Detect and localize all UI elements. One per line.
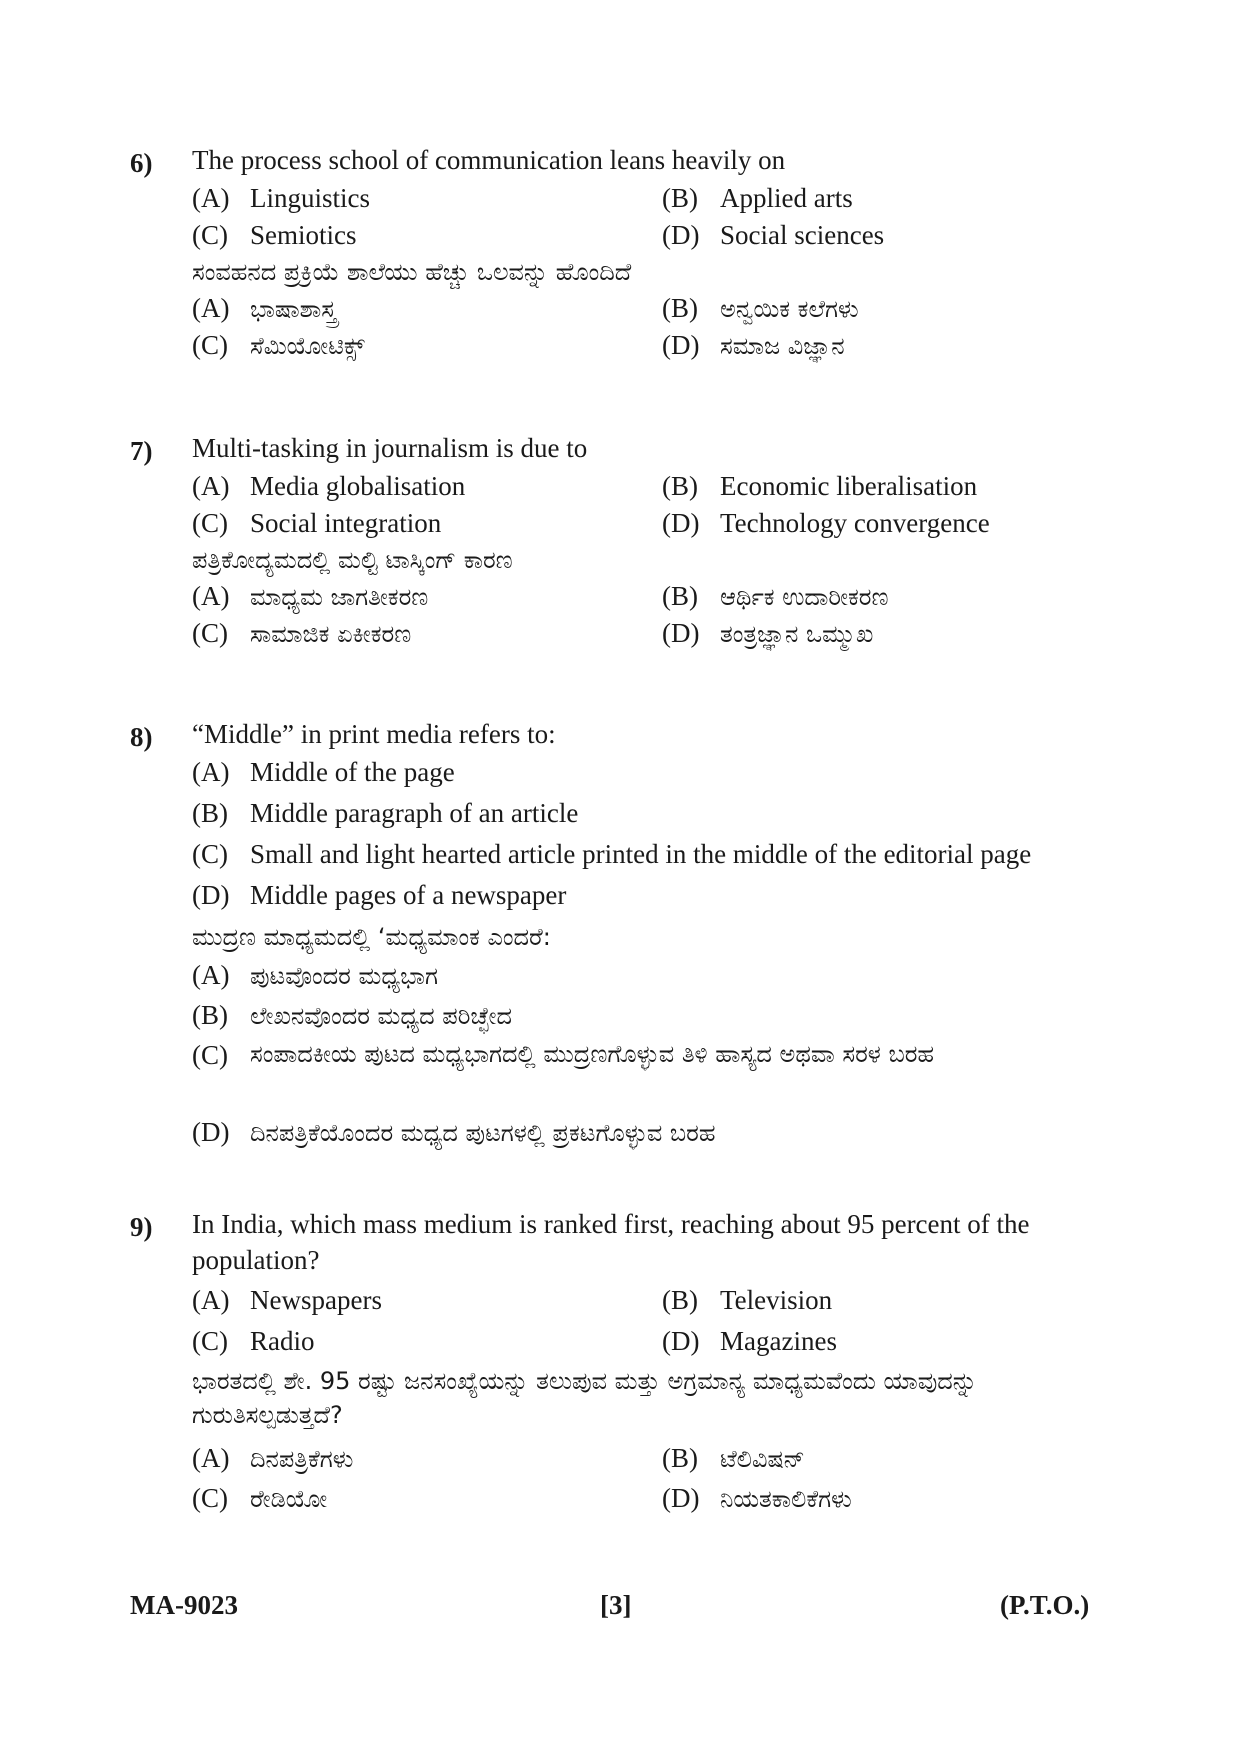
- option-c-kn: (C) ಸೆಮಿಯೋಟಿಕ್ಸ್: [192, 330, 365, 360]
- option-c-en: (C) Semiotics: [192, 220, 357, 250]
- option-d-kn: (D) ನಿಯತಕಾಲಿಕೆಗಳು: [662, 1483, 852, 1513]
- question-text-en: “Middle” in print media refers to:: [192, 719, 556, 749]
- page-number: [3]: [600, 1590, 632, 1620]
- please-turn-over: (P.T.O.): [1000, 1590, 1090, 1620]
- option-c-en: (C) Social integration: [192, 508, 442, 538]
- question-number: 9): [130, 1212, 153, 1242]
- question-text-en: In India, which mass medium is ranked first, reaching about 95 percent of the population?: [192, 1209, 1030, 1275]
- option-a-en: (A) Linguistics: [192, 183, 370, 213]
- question-text-en: The process school of communication leans heavily on: [192, 145, 786, 175]
- question-number: 8): [130, 722, 153, 752]
- option-d-kn: (D) ತಂತ್ರಜ್ಞಾನ ಒಮ್ಮುಖ: [662, 618, 874, 648]
- question-number: 6): [130, 148, 153, 178]
- option-d-en: (D) Middle pages of a newspaper: [192, 880, 567, 910]
- question-text-kn: ಮುದ್ರಣ ಮಾಧ್ಯಮದಲ್ಲಿ ‘ಮಧ್ಯಮಾಂಕ ಎಂದರೆ:: [192, 923, 551, 951]
- option-c-kn: (C) ಸಾಮಾಜಿಕ ಏಕೀಕರಣ: [192, 618, 412, 648]
- option-b-en: (B) Economic liberalisation: [662, 471, 978, 501]
- option-d-en: (D) Magazines: [662, 1326, 837, 1356]
- option-b-kn: (B) ಆರ್ಥಿಕ ಉದಾರೀಕರಣ: [662, 581, 889, 611]
- option-a-kn: (A) ಪುಟವೊಂದರ ಮಧ್ಯಭಾಗ: [192, 960, 438, 990]
- option-a-kn: (A) ಭಾಷಾಶಾಸ್ತ್ರ: [192, 293, 337, 323]
- option-b-kn: (B) ಅನ್ವಯಿಕ ಕಲೆಗಳು: [662, 293, 859, 323]
- option-b-en: (B) Applied arts: [662, 183, 853, 213]
- option-a-kn: (A) ಮಾಧ್ಯಮ ಜಾಗತೀಕರಣ: [192, 581, 429, 611]
- option-c-kn: (C) ಸಂಪಾದಕೀಯ ಪುಟದ ಮಧ್ಯಭಾಗದಲ್ಲಿ ಮುದ್ರಣಗೊಳ್ಳುವ ತಿಳಿ ಹಾಸ್ಯದ ಅಥವಾ ಸರಳ ಬರಹ: [192, 1040, 935, 1070]
- option-b-en: (B) Middle paragraph of an article: [192, 798, 579, 828]
- option-a-en: (A) Newspapers: [192, 1285, 382, 1315]
- option-a-en: (A) Middle of the page: [192, 757, 455, 787]
- option-c-en: (C) Small and light hearted article printed in the middle of the editorial page: [192, 839, 1032, 869]
- question-text-kn: ಪತ್ರಿಕೋದ್ಯಮದಲ್ಲಿ ಮಲ್ಟಿ ಟಾಸ್ಕಿಂಗ್ ಕಾರಣ: [192, 546, 513, 574]
- question-text-en: Multi-tasking in journalism is due to: [192, 433, 588, 463]
- option-a-en: (A) Media globalisation: [192, 471, 466, 501]
- option-c-kn: (C) ರೇಡಿಯೋ: [192, 1483, 328, 1513]
- option-d-kn: (D) ದಿನಪತ್ರಿಕೆಯೊಂದರ ಮಧ್ಯದ ಪುಟಗಳಲ್ಲಿ ಪ್ರಕಟಗೊಳ್ಳುವ ಬರಹ: [192, 1117, 716, 1147]
- option-a-kn: (A) ದಿನಪತ್ರಿಕೆಗಳು: [192, 1443, 354, 1473]
- option-c-en: (C) Radio: [192, 1326, 315, 1356]
- question-text-kn: ಭಾರತದಲ್ಲಿ ಶೇ. 95 ರಷ್ಟು ಜನಸಂಖ್ಯೆಯನ್ನು ತಲುಪುವ ಮತ್ತು ಅಗ್ರಮಾನ್ಯ ಮಾಧ್ಯಮವೆಂದು ಯಾವುದನ್ನು ಗುರುತಿಸಲ್ಪಡುತ್ತದೆ?: [192, 1367, 978, 1429]
- option-d-en: (D) Technology convergence: [662, 508, 990, 538]
- option-b-en: (B) Television: [662, 1285, 833, 1315]
- question-number: 7): [130, 436, 153, 466]
- question-text-kn: ಸಂವಹನದ ಪ್ರಕ್ರಿಯೆ ಶಾಲೆಯು ಹೆಚ್ಚು ಒಲವನ್ನು ಹೊಂದಿದೆ: [192, 258, 632, 286]
- option-b-kn: (B) ಲೇಖನವೊಂದರ ಮಧ್ಯದ ಪರಿಚ್ಛೇದ: [192, 1000, 512, 1030]
- paper-code: MA-9023: [130, 1590, 238, 1620]
- option-d-en: (D) Social sciences: [662, 220, 885, 250]
- option-d-kn: (D) ಸಮಾಜ ವಿಜ್ಞಾನ: [662, 330, 845, 360]
- option-b-kn: (B) ಟೆಲಿವಿಷನ್: [662, 1443, 805, 1473]
